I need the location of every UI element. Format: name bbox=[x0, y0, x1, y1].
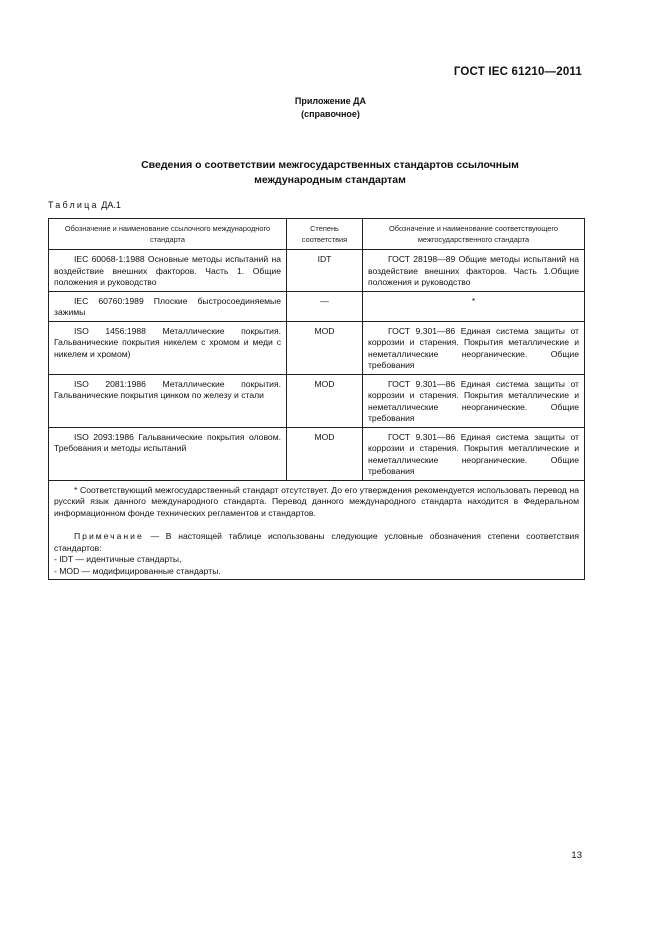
table-caption-prefix: Таблица bbox=[48, 200, 99, 210]
header-international-standard: Обозначение и наименование ссылочного международного стандарта bbox=[49, 219, 287, 250]
appendix-heading bbox=[0, 95, 661, 121]
cell-international-standard: IEC 60760:1989 Плоские быстросоединяемые зажимы bbox=[49, 291, 287, 321]
appendix-title: Приложение ДА bbox=[294, 96, 367, 106]
document-code: ГОСТ IEC 61210—2011 bbox=[453, 66, 582, 78]
note bbox=[54, 531, 579, 554]
note-item: - IDT — идентичные стандарты, bbox=[54, 554, 182, 564]
header-national-standard: Обозначение и наименование соответствующего межгосударственного стандарта bbox=[363, 219, 585, 250]
correspondence-table bbox=[48, 218, 585, 580]
cell-degree: MOD bbox=[287, 321, 363, 374]
table-row bbox=[49, 374, 585, 427]
table-footer bbox=[49, 480, 585, 580]
table-caption bbox=[48, 200, 121, 210]
section-title-line-1: Сведения о соответствии межгосударственных стандартов ссылочным bbox=[141, 159, 519, 171]
table-caption-number: ДА.1 bbox=[101, 200, 121, 210]
cell-national-standard: ГОСТ 28198—89 Общие методы испытаний на воздействие внешних факторов. Часть 1.Общие положения и руководство bbox=[363, 250, 585, 292]
cell-national-standard: ГОСТ 9.301—86 Единая система защиты от коррозии и старения. Покрытия металлические и неметаллические неорганические. Общие требования bbox=[363, 374, 585, 427]
section-title bbox=[90, 158, 570, 188]
cell-national-standard: ГОСТ 9.301—86 Единая система защиты от коррозии и старения. Покрытия металлические и неметаллические неорганические. Общие требования bbox=[363, 427, 585, 480]
cell-national-standard: * bbox=[363, 291, 585, 321]
footnote: * Соответствующий межгосударственный стандарт отсутствует. До его утверждения рекомендуется использовать перевод на русский язык данного международного стандарта. Перевод данного международного стандарта находится в Федеральном информационном фонде технических регламентов и стандартов. bbox=[54, 484, 579, 518]
cell-degree: MOD bbox=[287, 427, 363, 480]
table-row bbox=[49, 250, 585, 292]
cell-degree: IDT bbox=[287, 250, 363, 292]
table-row bbox=[49, 321, 585, 374]
cell-international-standard: IEC 60068-1:1988 Основные методы испытаний на воздействие внешних факторов. Часть 1. Общие положения и руководство bbox=[49, 250, 287, 292]
header-degree: Степень соответствия bbox=[287, 219, 363, 250]
cell-degree: MOD bbox=[287, 374, 363, 427]
cell-degree: — bbox=[287, 291, 363, 321]
section-title-line-2: международным стандартам bbox=[254, 174, 406, 186]
cell-international-standard: ISO 2093:1986 Гальванические покрытия оловом. Требования и методы испытаний bbox=[49, 427, 287, 480]
note-text: — В настоящей таблице использованы следующие условные обозначения степени соответствия стандартов: bbox=[54, 531, 579, 553]
note-label: Примечание bbox=[74, 531, 144, 541]
appendix-subtitle: (справочное) bbox=[301, 109, 360, 119]
cell-international-standard: ISO 2081:1986 Металлические покрытия. Гальванические покрытия цинком по железу и стали bbox=[49, 374, 287, 427]
table-row bbox=[49, 427, 585, 480]
table-row bbox=[49, 291, 585, 321]
cell-international-standard: ISO 1456:1988 Металлические покрытия. Гальванические покрытия никелем с хромом и меди с никелем и хромом) bbox=[49, 321, 287, 374]
page-number: 13 bbox=[571, 850, 582, 861]
note-item: - MOD — модифицированные стандарты. bbox=[54, 565, 221, 576]
cell-national-standard: ГОСТ 9.301—86 Единая система защиты от коррозии и старения. Покрытия металлические и неметаллические неорганические. Общие требования bbox=[363, 321, 585, 374]
table-footer-row bbox=[49, 480, 585, 580]
table-header-row bbox=[49, 219, 585, 250]
